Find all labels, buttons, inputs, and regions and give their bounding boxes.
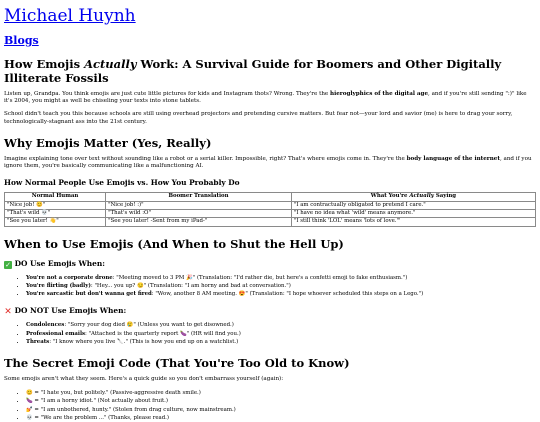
do-item-label: You're sarcastic but don't wanna get fired xyxy=(26,291,152,298)
blogs-link[interactable]: Blogs xyxy=(4,34,39,47)
list-item xyxy=(26,321,536,329)
cell-boomer: "Nice job! :)" xyxy=(106,201,292,209)
do-heading xyxy=(4,259,536,269)
table-heading: How Normal People Use Emojis vs. How You Probably Do xyxy=(4,178,240,188)
dont-heading xyxy=(4,306,536,316)
cell-boomer: "See you later! -Sent from my iPad-" xyxy=(106,218,292,226)
check-mark-icon: ✓ xyxy=(5,260,11,269)
list-item: • 😊 = "I hate you, but politely." (Passive-aggressive death smile.) xyxy=(26,389,536,397)
do-item-text: : "Wow, another 8 AM meeting. 😍" (Translation: "I hope whoever scheduled this steps on a Lego.") xyxy=(151,291,424,298)
why-heading: Why Emojis Matter (Yes, Really) xyxy=(4,135,212,150)
cell-actual: "I am contractually obligated to pretend I care." xyxy=(291,201,535,209)
list-item: • 🍆 = "I am a horny idiot." (Not actually about fruit.) xyxy=(26,397,536,405)
blogs-nav xyxy=(4,34,536,47)
dont-item-text: : "I know where you live 🔪." (This is how you end up on a watchlist.) xyxy=(49,338,239,345)
dont-item-label: Professional emails xyxy=(26,330,86,337)
do-item-text: : "Hey... you up? 😏" (Translation: "I am horny and bad at conversation.") xyxy=(90,283,291,290)
col-actual-meaning xyxy=(291,193,535,201)
table-row xyxy=(5,210,536,218)
article-title-post: Work: A Survival Guide for Boomers and Other Digitally Illiterate Fossils xyxy=(4,57,502,85)
col3-post: Saying xyxy=(433,193,457,200)
site-title xyxy=(4,6,536,26)
cell-actual: "I still think 'LOL' means 'lots of love.'" xyxy=(291,218,535,226)
why-paragraph xyxy=(4,156,536,170)
intro-p1-bold: hieroglyphics of the digital age xyxy=(330,91,429,97)
cell-actual: "I have no idea what 'wild' means anymore." xyxy=(291,210,535,218)
dont-item-text: : "Attached is the quarterly report 🍆" (HR will find you.) xyxy=(85,330,241,337)
dont-heading-text: DO NOT Use Emojis When: xyxy=(14,306,127,316)
dont-item-label: Threats xyxy=(26,338,50,345)
list-item: • 💅 = "I am unbothered, hunty." (Stolen from drag culture, now mainstream.) xyxy=(26,406,536,414)
table-row xyxy=(5,201,536,209)
cell-normal: "See you later! 👋" xyxy=(5,218,106,226)
col-boomer-translation: Boomer Translation xyxy=(106,193,292,201)
do-item-text: : "Meeting moved to 3 PM 🎉" (Translation: "I'd rather die, but here's a confetti emoji to fake enthusiasm.") xyxy=(112,274,408,281)
dont-item-label: Condolences xyxy=(26,322,65,329)
why-p-a: Imagine explaining tone over text without sounding like a robot or a serial killer. Impossible, right? That's where emojis come in. They're the xyxy=(4,155,407,162)
col-normal-human: Normal Human xyxy=(5,193,106,201)
col3-em: Actually xyxy=(409,193,434,200)
list-item xyxy=(26,290,536,298)
dont-item-text: : "Sorry your dog died 😢" (Unless you want to get disowned.) xyxy=(64,322,234,329)
why-p-bold: body language of the internet xyxy=(406,155,500,162)
cell-normal: "Nice job! 😊" xyxy=(5,201,106,209)
list-item xyxy=(26,338,536,346)
list-item xyxy=(26,282,536,290)
site-title-link[interactable]: Michael Huynh xyxy=(4,6,136,26)
secret-intro: Some emojis aren't what they seem. Here's a quick guide so you don't embarrass yourself (again): xyxy=(4,376,284,383)
do-item-label: You're flirting (badly) xyxy=(26,283,91,290)
cell-boomer: "That's wild :O" xyxy=(106,210,292,218)
do-heading-text: DO Use Emojis When: xyxy=(14,258,105,268)
intro-paragraph-1 xyxy=(4,91,536,105)
list-item: • 💀 = "We are the problem ..." (Thanks, please read.) xyxy=(26,414,536,422)
cross-mark-icon: ✕ xyxy=(4,307,12,318)
dont-list xyxy=(4,321,536,346)
table-header-row xyxy=(5,193,536,201)
when-heading: When to Use Emojis (And When to Shut the Hell Up) xyxy=(4,236,344,251)
list-item xyxy=(26,330,536,338)
do-list xyxy=(4,274,536,299)
article-title-em: Actually xyxy=(84,57,137,71)
article-title xyxy=(4,57,536,85)
intro-p1-c: , and if you're still sending ":)" like it's 2004, you might as well be chiseling your texts into stone tablets. xyxy=(4,91,527,105)
secret-list xyxy=(4,389,536,422)
table-row xyxy=(5,218,536,226)
why-p-c: , and if you ignore them, you're basically communicating like a malfunctioning AI. xyxy=(4,155,532,170)
secret-heading: The Secret Emoji Code (That You're Too Old to Know) xyxy=(4,356,350,371)
do-item-label: You're not a corporate drone xyxy=(26,274,113,281)
emoji-usage-table xyxy=(4,192,536,227)
intro-paragraph-2: School didn't teach you this because schools are still using overhead projectors and pretending cursive matters. But fear not—your lord and savior (me) is here to drag your sorry, technologically-stagnant ass into the 21st century. xyxy=(4,111,513,125)
col3-pre: What You're xyxy=(370,193,410,200)
cell-normal: "That's wild 💀" xyxy=(5,210,106,218)
list-item xyxy=(26,274,536,282)
article-title-pre: How Emojis xyxy=(4,57,85,71)
intro-p1-a: Listen up, Grandpa. You think emojis are just cute little pictures for kids and Instagram thots? Wrong. They're the xyxy=(4,91,331,97)
